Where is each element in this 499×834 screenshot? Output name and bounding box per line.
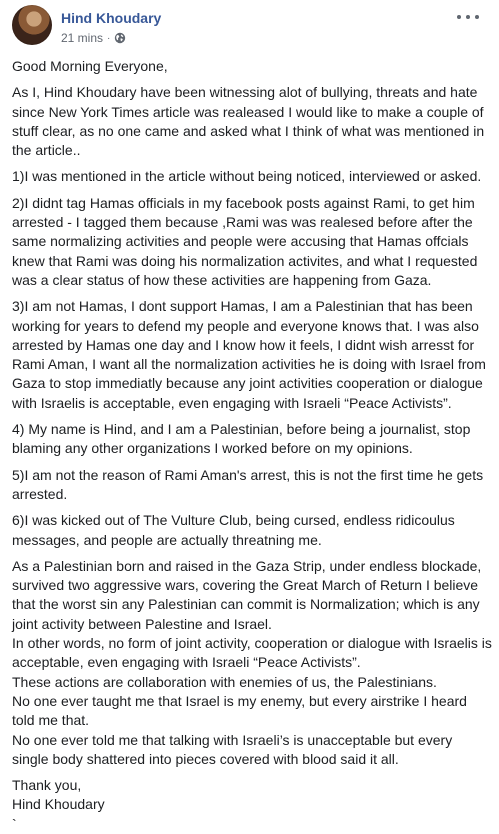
meta-separator: · — [107, 32, 111, 44]
post-paragraph: 6)I was kicked out of The Vulture Club, being cursed, endless ridicoulus messages, and people are actually threatning me. — [12, 512, 455, 548]
closing-line: No one ever taught me that Israel is my enemy, but every airstrike I heard told me that. — [12, 692, 467, 729]
post-body — [12, 57, 492, 834]
more-options-icon[interactable] — [457, 10, 479, 24]
post-header — [0, 0, 499, 56]
post-paragraph: 2)I didnt tag Hamas officials in my facebook posts against Rami, to get him arrested - I tagged them because ,Rami was was realesed before after the same normalizing activities and people were accusing that Hamas offcials knew that Rami was doing his normalization activites, and what I requested was a clear status of how these activities are happening from Gaza. — [12, 194, 478, 288]
post-paragraph: Good Morning Everyone, — [12, 58, 168, 74]
closing-line: As a Palestinian born and raised in the Gaza Strip, under endless blockade, survived two aggressive wars, covering the Great March of Return I believe that the worst sin any Palestinian can commit is Normalization; which is any joint activity between Palestine and Israel. — [12, 557, 482, 632]
post-paragraph: 4) My name is Hind, and I am a Palestinian, before being a journalist, stop blaming any other organizations I worked before on my opinions. — [12, 421, 471, 457]
closing-line: No one ever told me that talking with Israeli’s is unacceptable but every single body shattered into pieces covered with blood said it all. — [12, 731, 453, 767]
signoff-mark: ` — [12, 815, 17, 832]
avatar[interactable] — [12, 5, 52, 45]
author-name[interactable]: Hind Khoudary — [61, 10, 162, 26]
closing-line: In other words, no form of joint activity, cooperation or dialogue with Israelis is acceptable, even engaging with Israeli “Peace Activists”. — [12, 635, 492, 671]
more-dot — [466, 15, 470, 19]
more-dot — [457, 15, 461, 19]
post-paragraph: As I, Hind Khoudary have been witnessing alot of bullying, threats and hate since New York Times article was realeased I would like to make a couple of stuff clear, as no one came and asked what I think of what was mentioned in the article.. — [12, 84, 485, 159]
post-meta — [61, 31, 126, 45]
post-paragraph: 1)I was mentioned in the article without being noticed, interviewed or asked. — [12, 168, 482, 185]
closing-line: These actions are collaboration with enemies of us, the Palestinians. — [12, 673, 437, 690]
post-paragraph: 5)I am not the reason of Rami Aman's arrest, this is not the first time he gets arrested. — [12, 466, 484, 502]
more-dot — [475, 15, 479, 19]
signoff-line: Thank you, — [12, 777, 82, 794]
globe-icon[interactable] — [114, 32, 126, 44]
post-paragraph: 3)I am not Hamas, I dont support Hamas, I am a Palestinian that has been working for years to defend my people and everyone knows that. I was also arrested by Hamas one day and I know how it feels, I didnt wish arresst for Rami Aman, I want all the normalization activities he is doing with Israel from Gaza to stop immediatly because any joint activities cooperation or dialogue with Israelis is acceptable, even engaging with Israeli “Peace Activists”. — [12, 298, 486, 411]
signoff-name: Hind Khoudary — [12, 796, 105, 813]
post-timestamp[interactable]: 21 mins — [61, 31, 104, 45]
